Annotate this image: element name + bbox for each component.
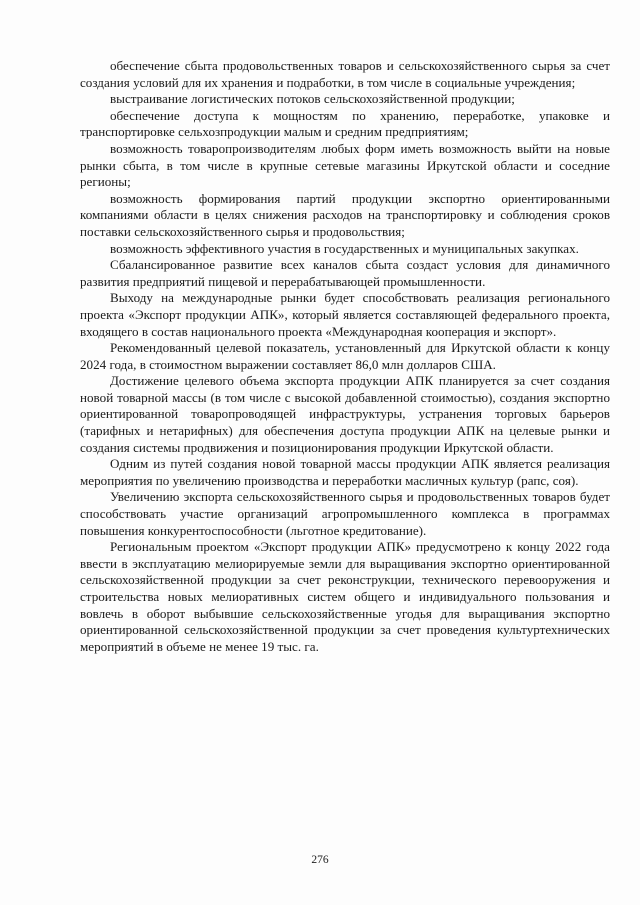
paragraph: возможность эффективного участия в государственных и муниципальных закупках. — [110, 240, 579, 256]
paragraph: Рекомендованный целевой показатель, установленный для Иркутской области к концу 2024 года, в стоимостном выражении составляет 86,0 млн долларов США. — [80, 340, 610, 372]
page-number: 276 — [311, 854, 329, 866]
paragraph: Одним из путей создания новой товарной массы продукции АПК является реализация мероприятия по увеличению производства и переработки масличных культур (рапс, соя). — [80, 456, 610, 488]
paragraph: выстраивание логистических потоков сельскохозяйственной продукции; — [110, 91, 515, 107]
paragraph: Выходу на международные рынки будет способствовать реализация регионального проекта «Экспорт продукции АПК», который является составляющей федерального проекта, входящего в состав национального проекта «Международная кооперация и экспорт». — [80, 290, 610, 339]
paragraph: обеспечение доступа к мощностям по хранению, переработке, упаковке и транспортировке сельхозпродукции малым и средним предприятиям; — [80, 107, 610, 140]
body-text — [80, 58, 610, 655]
paragraph: Сбалансированное развитие всех каналов сбыта создаст условия для динамичного развития предприятий пищевой и перерабатывающей промышленности. — [80, 257, 610, 289]
paragraph: обеспечение сбыта продовольственных товаров и сельскохозяйственного сырья за счет создания условий для их хранения и подработки, в том числе в социальные учреждения; — [80, 58, 610, 90]
paragraph: возможность формирования партий продукции экспортно ориентированными компаниями области в целях снижения расходов на транспортировку и соблюдения сроков поставки сельскохозяйственного сырья и продовольствия; — [80, 190, 610, 239]
paragraph: возможность товаропроизводителям любых форм иметь возможность выйти на новые рынки сбыта, в том числе в крупные сетевые магазины Иркутской области и соседние регионы; — [80, 140, 610, 190]
paragraph: Региональным проектом «Экспорт продукции АПК» предусмотрено к концу 2022 года ввести в эксплуатацию мелиорируемые земли для выращивания экспортно ориентированной сельскохозяйственной продукции за счет реконструкции, технического перевооружения и строительства новых мелиоративных систем общего и индивидуального пользования и вовлечь в оборот выбывшие сельскохозяйственные угодья для выращивания экспортно ориентированной сельскохозяйственной продукции за счет проведения культуртехнических мероприятий в объеме не менее 19 тыс. га. — [80, 539, 610, 654]
paragraph: Увеличению экспорта сельскохозяйственного сырья и продовольственных товаров будет способствовать участие организаций агропромышленного комплекса в программах повышения конкурентоспособности (льготное кредитование). — [80, 489, 610, 538]
paragraph: Достижение целевого объема экспорта продукции АПК планируется за счет создания новой товарной массы (в том числе с высокой добавленной стоимостью), создания экспортно ориентированной товаропроводящей инфраструктуры, устранения торговых барьеров (тарифных и нетарифных) для обеспечения доступа продукции АПК на целевые рынки и создания системы продвижения и позиционирования продукции Иркутской области. — [80, 373, 610, 455]
